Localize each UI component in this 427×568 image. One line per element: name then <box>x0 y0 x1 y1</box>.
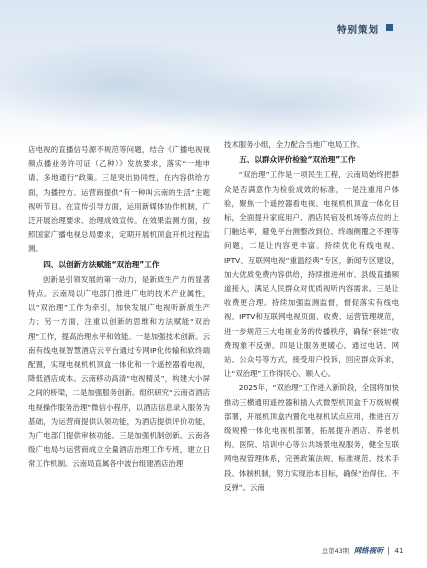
right-column <box>224 138 399 495</box>
left-column <box>28 143 210 472</box>
body-paragraph: 2025年，“双治理”工作进入新阶段，全国将加快推动三横通用遥控器和插入式微型机顶盒千万级规模部署，开展机顶盒内置化电视机试点应用，推进百万级规模一体化电视机部署，拓展提升酒店、养老机构、医院、培训中心等公共场景电视服务，健全互联网电视管理体系，完善政策法规、标准规范、技术手段、体制机制，努力实现治本目标，确保“治得住、不反弹”。云南 <box>224 383 399 492</box>
subsection-heading: 四、以创新方法赋能“双治理”工作 <box>43 259 160 269</box>
body-paragraph: “双治理”工作是一项民生工程，云南局始终把群众是否满意作为检验成效的标准，一是注重用户体验，聚焦一个遥控器看电视、电视机机顶盒一体化目标，全面提升家庭用户、酒店民宿及机场等点位的上门触达率，避免平台测整改到位、终端侧覆之不理等问题，二是让内容更丰富。持续优化有线电视、IPTV、互联网电视“重温经典”专区，新闻专区建设，加大优质免费内容供给，持续推进州市、县级直播频道接入，满足人民群众对优质视听内容需求。三是让收费更合理。持续加强监测监督，督促落实有线电视、IPTV和互联网电视页面、收费、运营管理规范，进一步规范三大电视业务的传播秩序，确保“套娃”收费现象不反弹。四是让服务更暖心。通过电话、网站、公众号等方式，接受用户投诉，回应群众诉求，让“双治理”工作得民心、顺人心。 <box>224 170 399 379</box>
issue-number: 总第43期 <box>322 548 349 555</box>
page-footer <box>322 545 403 556</box>
subsection-heading: 五、以群众评价检验“双治理”工作 <box>239 155 356 165</box>
section-title: 特别策划 <box>337 25 380 36</box>
body-paragraph: 店电视的直播信号源不规范等问题，结合《广播电视视频点播业务许可证（乙种）》发放要求，落实“一地申请、多地通行”政策。三是突出协同性，在内容供给方面，为播控方、运营商提供“有一种叫云南的生活”主题视听节目。在宣传引导方面，运用新媒体协作机制，广泛开展治理要求、治理成效宣传。在效果监测方面，按照国家广播电视总局要求，定期开展机顶盒开机过程监测。 <box>28 145 210 254</box>
magazine-name: 网络视听 <box>353 546 384 555</box>
body-paragraph: 技术服务小组，全力配合当地广电局工作。 <box>224 140 365 149</box>
body-paragraph: 创新是引领发展的第一动力，是新质生产力的显著特点。云南局以广电部门推进广电的技术产业属性，以“双治理”工作为牵引，加快发展广电视听新质生产力；另一方面，注重以创新的思维和方法赋能“双治理”工作，提高治理水平和效能。一是加强技术创新。云南有线电视智慧酒店云平台通过专网IP化传输和软终端配置，实现电视机机顶盒一体化和一个遥控器看电视，降低酒店成本。云南移动高清“电视精灵”，构建大小屏之间的桥梁，二是加强服务创新。组织研究“云南省酒店电视操作服务治理”微信小程序，以酒店信息录入服务为基础，为运营商提供认领功能，为酒店提供评价功能，为广电部门提供审核功能。三是加强机制创新。云南各级广电局与运营商成立全量酒店治理工作专班，建立日常工作机制。云南局直属各中波台组建酒店治理 <box>28 274 210 469</box>
footer-divider <box>388 547 389 555</box>
banner-wave-decoration <box>120 70 427 140</box>
square-marker-icon <box>386 24 393 31</box>
page-number: 41 <box>394 546 404 555</box>
